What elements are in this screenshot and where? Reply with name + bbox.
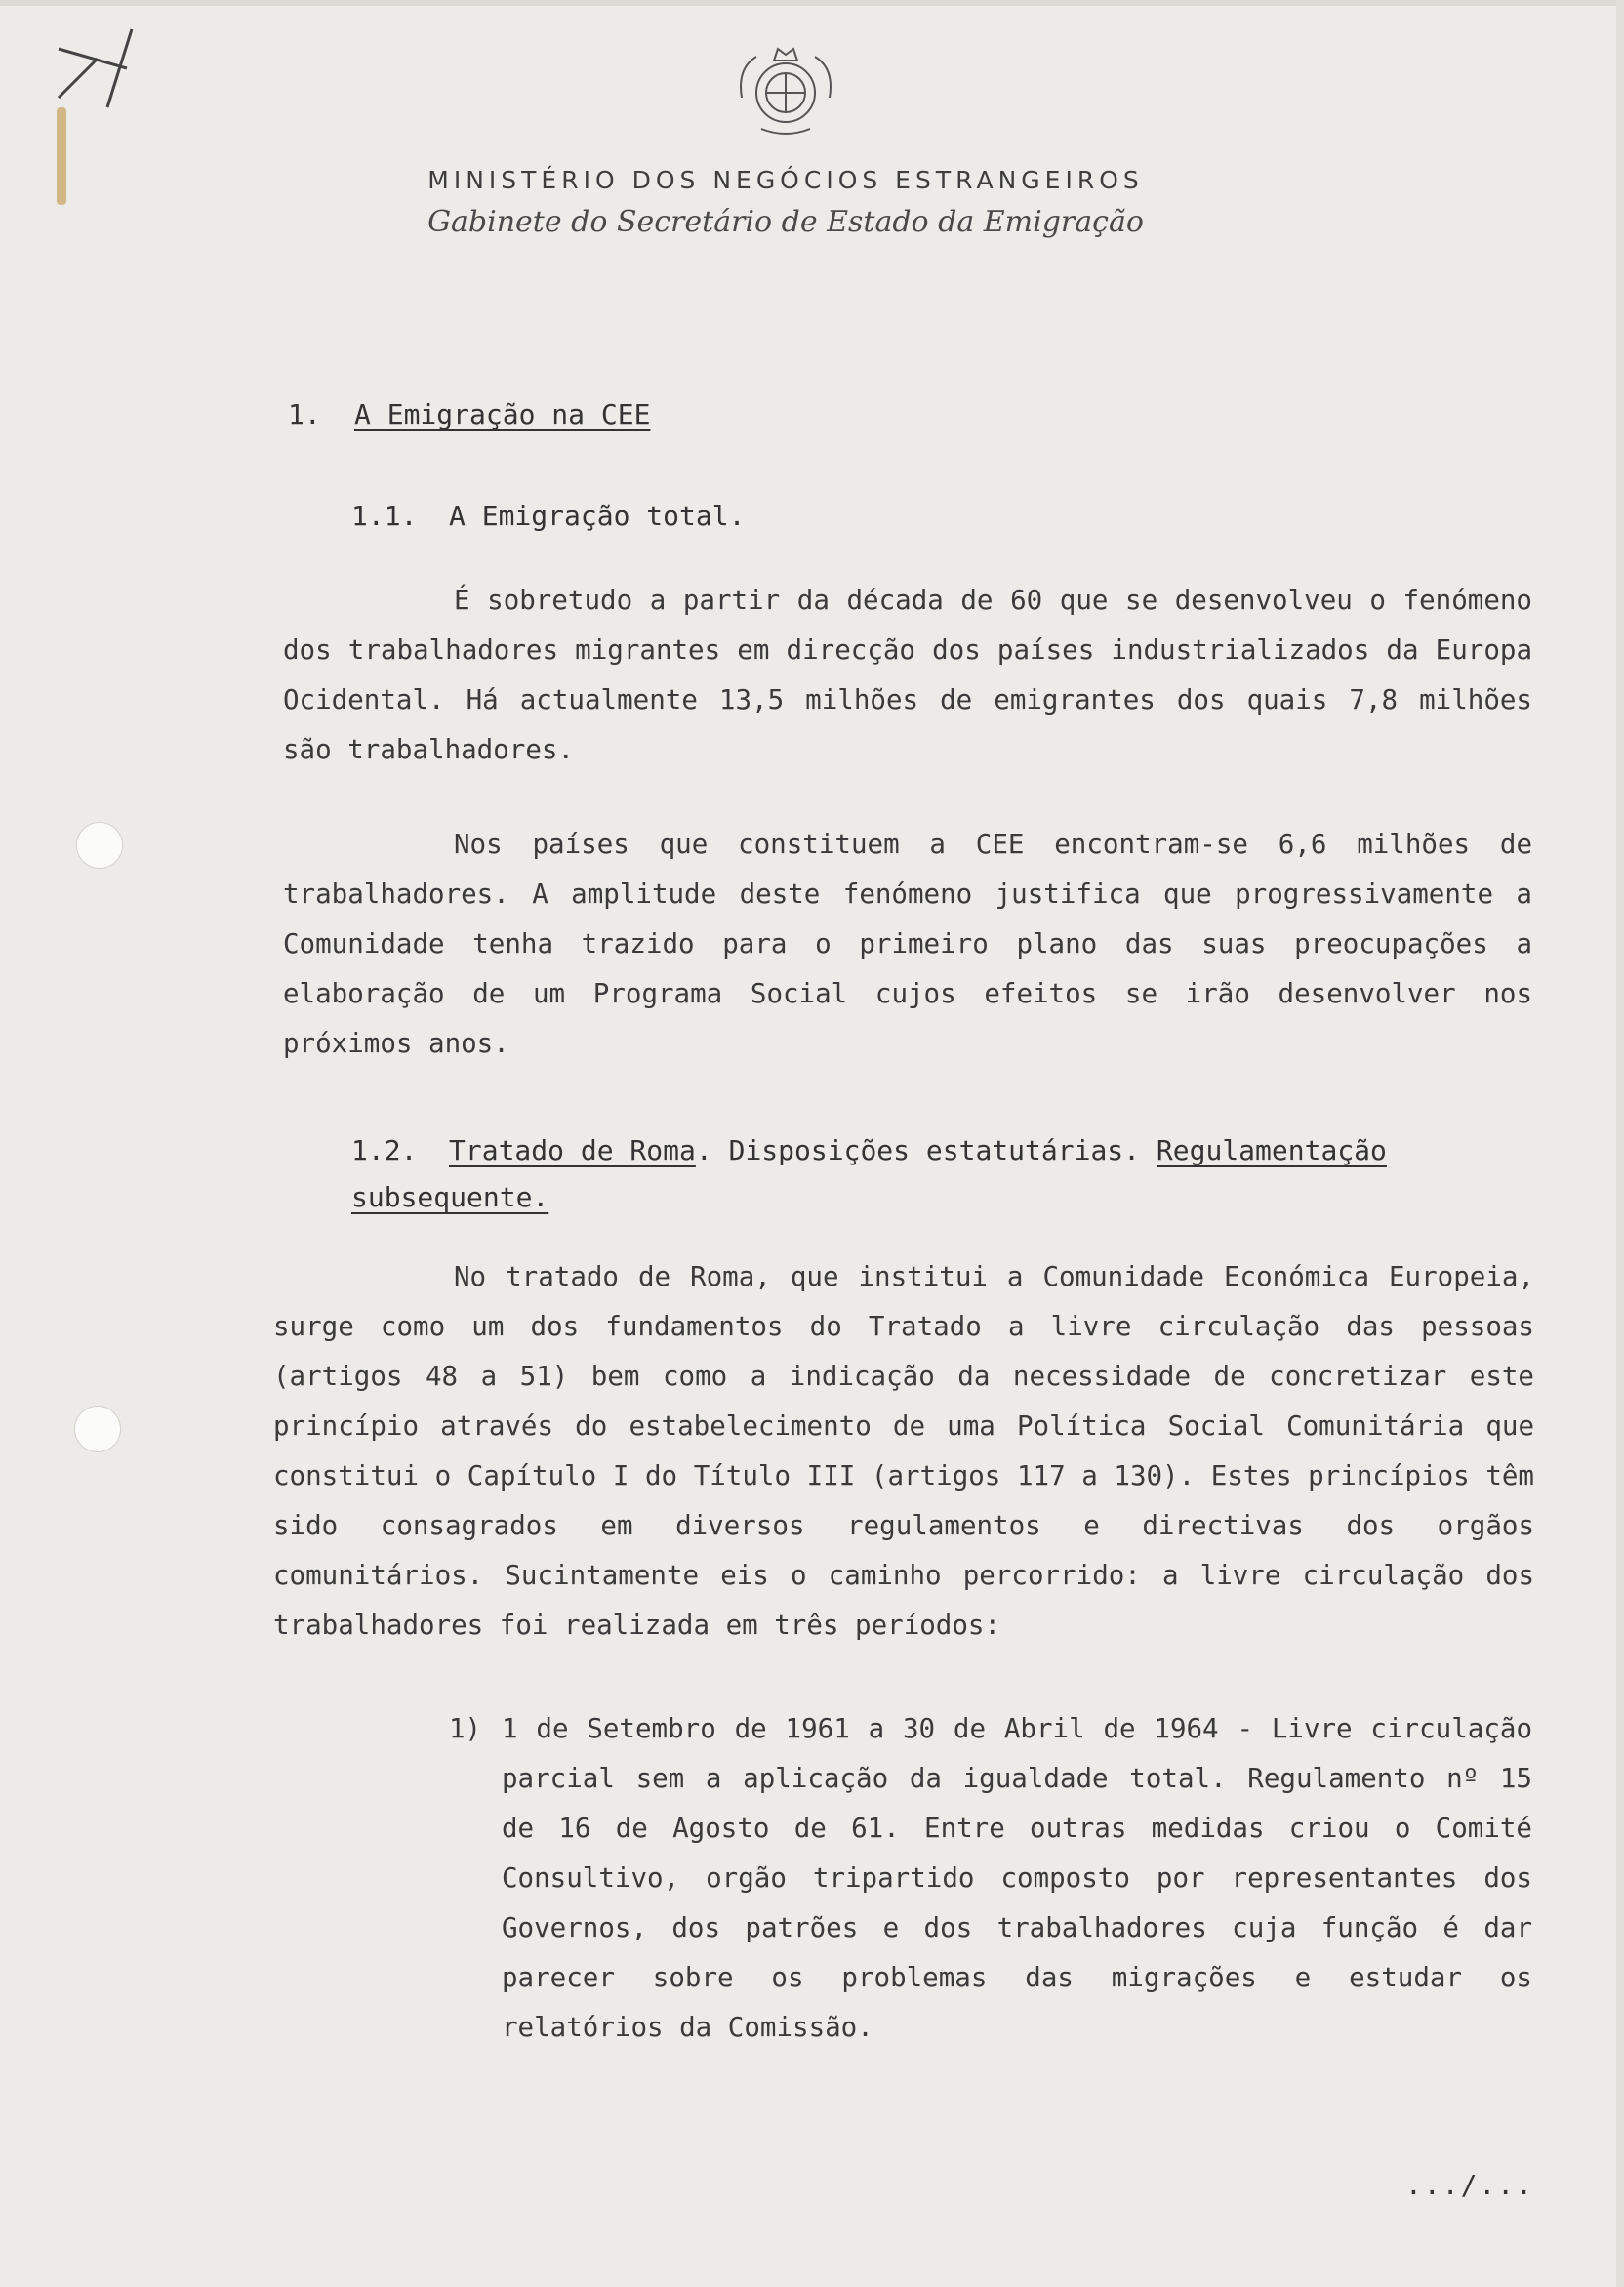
section-number: 1. bbox=[288, 398, 321, 430]
list-item-label: 1) bbox=[449, 1713, 482, 1744]
coat-of-arms-icon bbox=[727, 39, 844, 142]
paragraph-emigration-total: É sobretudo a partir da década de 60 que se desenvolveu o fenómeno dos trabalhadores migrantes em direcção dos países industrializados da Europa Ocidental. Há actualmente 13,5 milhões de emigrantes dos quais 7,8 milhões são trabalhadores. bbox=[283, 585, 1532, 765]
paragraph-treaty-of-rome: No tratado de Roma, que institui a Comunidade Económica Europeia, surge como um dos fundamentos do Tratado a livre circulação das pessoas (artigos 48 a 51) bem como a indicação da necessidade de concretizar este princípio através do estabelecimento de uma Política Social Comunitária que constitui o Capítulo I do Título III (artigos 117 a 130). Estes princípios têm sido consagrados em diversos regulamentos e directivas dos orgãos comunitários. Sucintamente eis o caminho percorrido: a livre circulação dos trabalhadores foi realizada em três períodos: bbox=[273, 1261, 1534, 1641]
page-right-edge bbox=[1616, 0, 1624, 2287]
punch-hole-lower bbox=[74, 1406, 121, 1452]
section-1-2-heading bbox=[351, 1127, 1542, 1221]
subsection-number: 1.2. bbox=[351, 1134, 418, 1166]
punch-hole-upper bbox=[76, 822, 123, 869]
section-1-heading bbox=[288, 398, 650, 430]
subsection-title-part-c: Regulamentação subsequente. bbox=[351, 1134, 1387, 1213]
list-item-text: 1 de Setembro de 1961 a 30 de Abril de 1964 - Livre circulação parcial sem a aplicação da igualdade total. Regulamento nº 15 de 16 de Agosto de 61. Entre outras medidas criou o Comité Consultivo, orgão tripartido composto por representantes dos Governos, dos patrões e dos trabalhadores cuja função é dar parecer sobre os problemas das migrações e estudar os relatórios da Comissão. bbox=[502, 1713, 1532, 2043]
section-1-1-heading bbox=[351, 500, 745, 532]
handwritten-margin-mark bbox=[39, 10, 156, 127]
paragraph-cee-workers: Nos países que constituem a CEE encontram-se 6,6 milhões de trabalhadores. A amplitude deste fenómeno justifica que progressivamente a Comunidade tenha trazido para o primeiro plano das suas preocupações a elaboração de um Programa Social cujos efeitos se irão desenvolver nos próximos anos. bbox=[283, 829, 1532, 1059]
subsection-title-part-b: . Disposições estatutárias. bbox=[695, 1134, 1157, 1166]
list-item bbox=[449, 1704, 1532, 2053]
page-top-edge bbox=[0, 0, 1624, 6]
continuation-mark: .../... bbox=[1405, 2169, 1535, 2201]
subsection-number: 1.1. bbox=[351, 500, 418, 532]
subsection-title: A Emigração total. bbox=[449, 500, 746, 532]
section-title: A Emigração na CEE bbox=[354, 398, 651, 430]
cabinet-subtitle: Gabinete do Secretário de Estado da Emigração bbox=[427, 205, 1144, 239]
subsection-title-part-a: Tratado de Roma bbox=[449, 1134, 696, 1166]
ministry-heading: MINISTÉRIO DOS NEGÓCIOS ESTRANGEIROS bbox=[427, 166, 1144, 194]
